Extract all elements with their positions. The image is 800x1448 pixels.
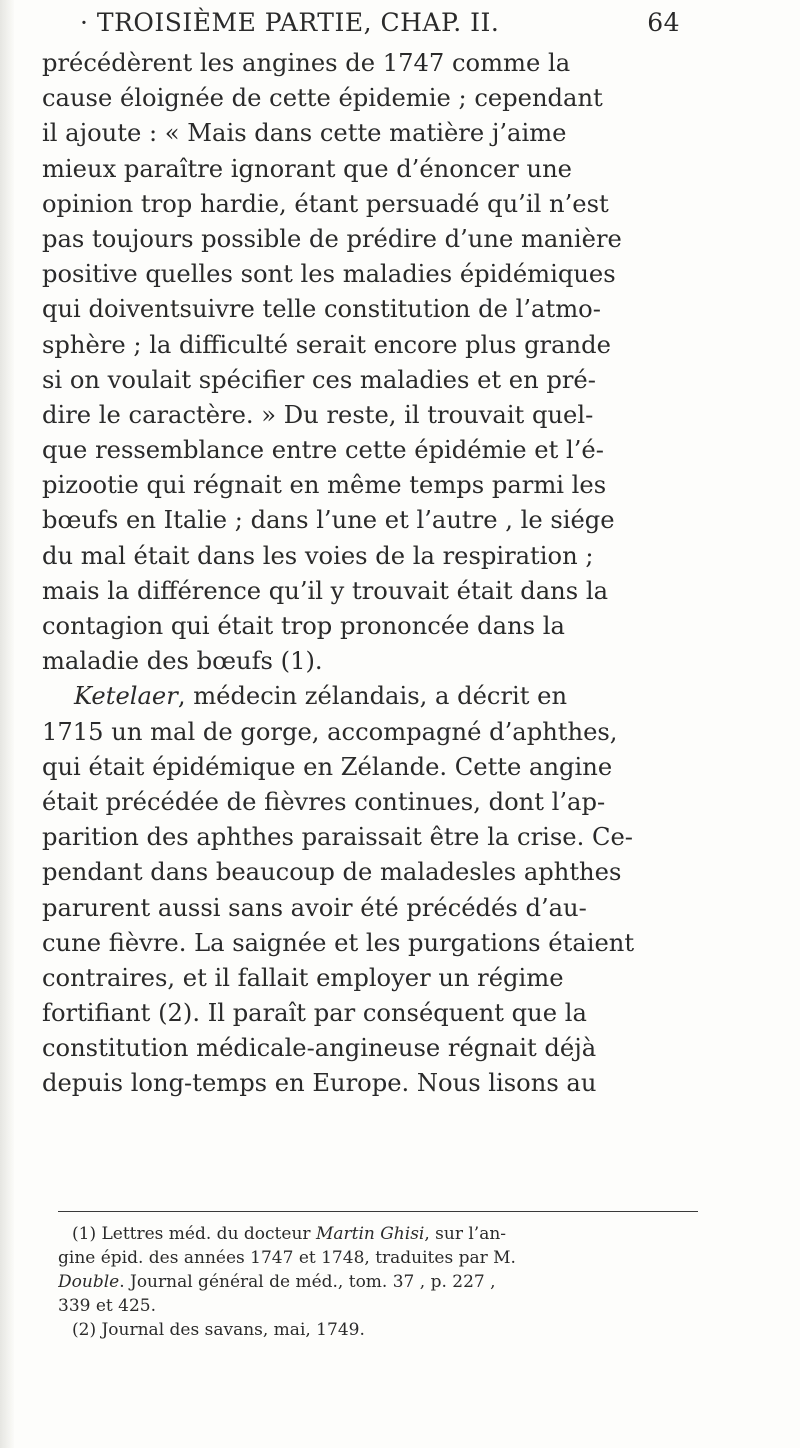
text-line: contraires, et il fallait employer un régime	[42, 963, 564, 992]
running-head	[80, 4, 680, 42]
text-line: fortifiant (2). Il paraît par conséquent que la	[42, 999, 587, 1028]
text-line: sphère ; la difficulté serait encore plus grande	[42, 330, 611, 359]
text-line: que ressemblance entre cette épidémie et l’é-	[42, 436, 604, 465]
footnotes	[58, 1222, 698, 1342]
running-head-title: · TROISIÈME PARTIE, CHAP. II.	[80, 8, 500, 37]
author-name: Double	[58, 1272, 120, 1292]
text-line: positive quelles sont les maladies épidémiques	[42, 260, 616, 289]
page-number: 64	[647, 8, 680, 37]
text-line: si on voulait spécifier ces maladies et en pré-	[42, 365, 596, 394]
text-line: contagion qui était trop prononcée dans la	[42, 612, 565, 640]
text-fragment: (1) Lettres méd. du docteur	[72, 1224, 316, 1244]
text-line: bœufs en Italie ; dans l’une et l’autre , le siége	[42, 506, 615, 535]
text-line: opinion trop hardie, étant persuadé qu’il n’est	[42, 189, 609, 218]
author-name: Martin Ghisi	[315, 1224, 425, 1244]
body-text	[42, 46, 682, 1102]
text-line: précédèrent les angines de 1747 comme la	[42, 49, 571, 77]
text-line: mais la différence qu’il y trouvait était dans la	[42, 576, 609, 605]
text-line: cune fièvre. La saignée et les purgations étaient	[42, 928, 635, 957]
text-line: qui doiventsuivre telle constitution de l’atmo-	[42, 295, 601, 324]
text-fragment: , médecin zélandais, a décrit en	[177, 682, 568, 711]
text-line: depuis long-temps en Europe. Nous lisons au	[42, 1069, 597, 1098]
text-line: du mal était dans les voies de la respiration ;	[42, 541, 594, 570]
text-fragment: , sur l’an-	[424, 1224, 507, 1244]
footnote-1	[58, 1222, 698, 1246]
text-line: il ajoute : « Mais dans cette matière j’aime	[42, 119, 567, 148]
text-line: dire le caractère. » Du reste, il trouvait quel-	[42, 400, 594, 429]
author-name: Ketelaer	[74, 682, 178, 711]
text-fragment: . Journal général de méd., tom. 37 , p. 227 ,	[119, 1272, 496, 1292]
paragraph-opening-line	[42, 679, 682, 714]
text-line: cause éloignée de cette épidemie ; cependant	[42, 84, 603, 113]
footnote-line: gine épid. des années 1747 et 1748, traduites par M.	[58, 1248, 516, 1268]
binding-edge	[0, 0, 14, 1448]
text-line: était précédée de fièvres continues, dont l’ap-	[42, 787, 606, 816]
footnote-line: 339 et 425.	[58, 1296, 156, 1316]
text-line: parurent aussi sans avoir été précédés d’au-	[42, 893, 587, 922]
text-line: qui était épidémique en Zélande. Cette angine	[42, 752, 613, 781]
text-line: pizootie qui régnait en même temps parmi les	[42, 471, 607, 500]
text-line: 1715 un mal de gorge, accompagné d’aphthes,	[42, 717, 618, 746]
footnote-divider	[58, 1211, 698, 1212]
footnote-line	[58, 1270, 698, 1294]
text-line: parition des aphthes paraissait être la crise. Ce-	[42, 823, 633, 852]
text-line: constitution médicale-angineuse régnait déjà	[42, 1034, 597, 1063]
footnote-2: (2) Journal des savans, mai, 1749.	[72, 1320, 365, 1340]
text-line: pas toujours possible de prédire d’une manière	[42, 224, 622, 253]
text-line: maladie des bœufs (1).	[42, 647, 323, 676]
text-line: pendant dans beaucoup de maladesles aphthes	[42, 858, 622, 887]
text-line: mieux paraître ignorant que d’énoncer une	[42, 154, 572, 183]
